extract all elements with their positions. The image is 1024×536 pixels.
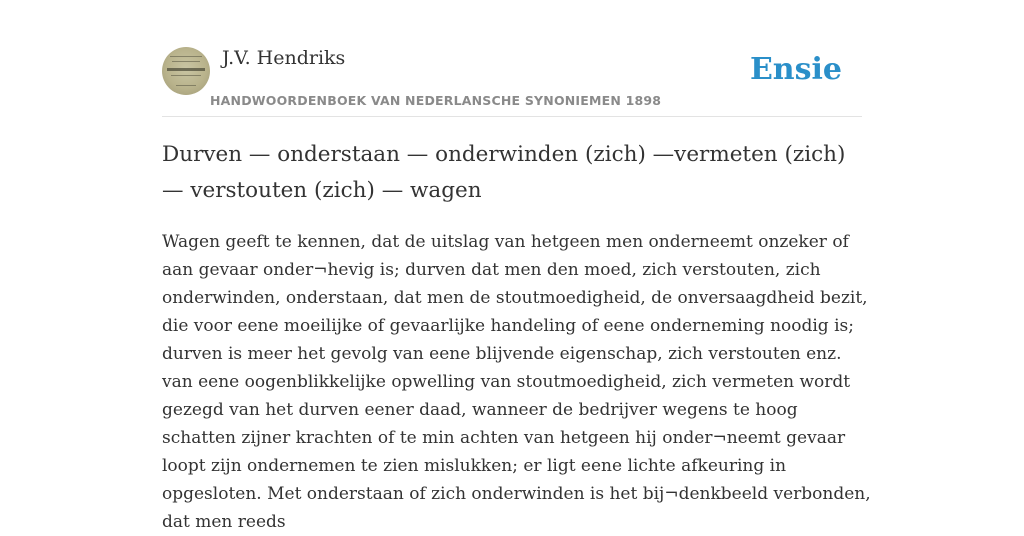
book-cover-icon[interactable]: [162, 47, 210, 95]
source-title[interactable]: HANDWOORDENBOEK VAN NEDERLANSCHE SYNONIEMEN 1898: [210, 93, 662, 108]
author-name[interactable]: J.V. Hendriks: [222, 47, 346, 69]
entry-title: Durven — onderstaan — onderwinden (zich) —vermeten (zich) — verstouten (zich) — wagen: [162, 142, 846, 203]
entry-body: Wagen geeft te kennen, dat de uitslag van hetgeen men onderneemt onzeker of aan gevaar onder¬hevig is; durven dat men den moed, zich verstouten, zich onderwinden, onderstaan, dat men de stoutmoedigheid, de onversaagdheid bezit, die voor eene moeilijke of gevaarlijke handeling of eene onderneming noodig is; durven is meer het gevolg van eene blijvende eigenschap, zich verstouten enz. van eene oogenblikkelijke opwelling van stoutmoedigheid, zich vermeten wordt gezegd van het durven eener daad, wanneer de bedrijver wegens te hoog schatten zijner krachten of te min achten van hetgeen hij onder¬neemt gevaar loopt zijn ondernemen te zien mislukken; er ligt eene lichte afkeuring in opgesloten. Met onderstaan of zich onderwinden is het bij¬denkbeeld verbonden, dat men reeds: [162, 232, 871, 532]
ensie-logo[interactable]: Ensie: [749, 52, 842, 87]
header: [162, 46, 862, 117]
